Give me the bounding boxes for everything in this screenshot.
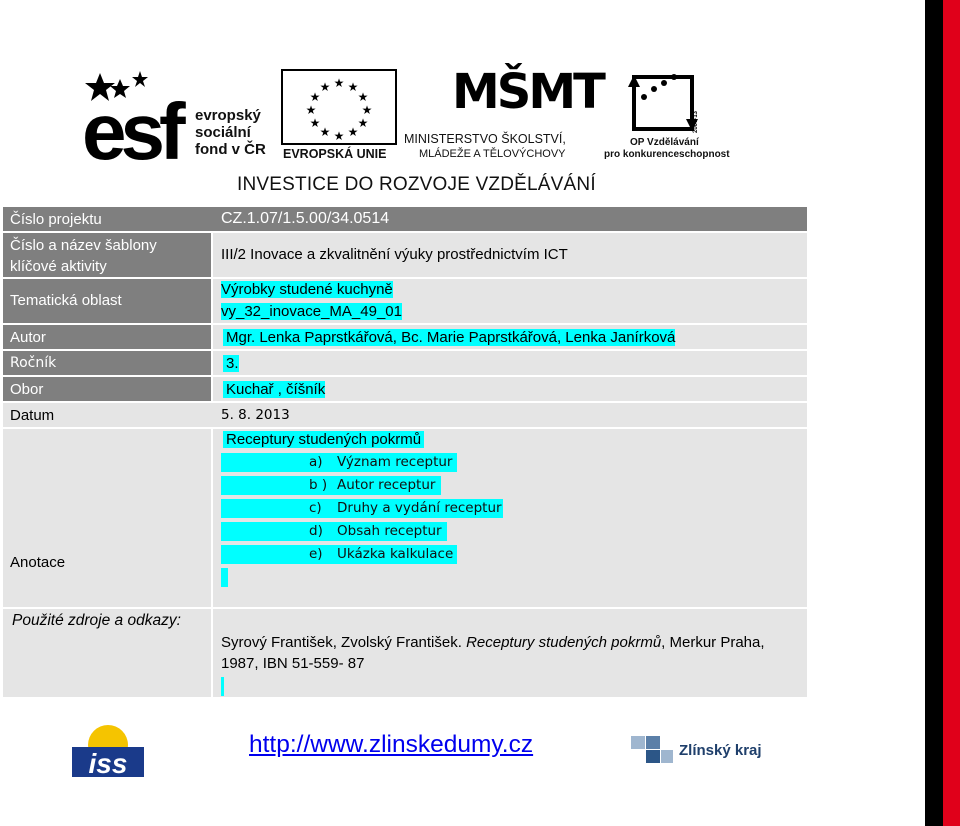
zdroje-title: Receptury studených pokrmů	[466, 634, 662, 651]
anotace-item-c-letter: c)	[309, 500, 322, 516]
op-years: 2007-13	[693, 110, 699, 133]
op-line1: OP Vzdělávání	[630, 137, 699, 148]
anotace-cursor-mark	[221, 568, 228, 587]
anotace-item-a-letter: a)	[309, 454, 323, 470]
anotace-item-b	[221, 476, 441, 495]
zlinskedumy-link[interactable]: http://www.zlinskedumy.cz	[249, 731, 534, 758]
anotace-item-a	[221, 453, 457, 472]
row-zdroje	[213, 609, 807, 697]
esf-line2: sociální	[195, 124, 251, 141]
svg-text:★: ★	[319, 125, 331, 139]
row-rocnik	[213, 351, 807, 375]
value-cislo-projektu: CZ.1.07/1.5.00/34.0514	[221, 210, 390, 227]
svg-text:★: ★	[333, 76, 345, 90]
svg-text:★: ★	[309, 90, 321, 104]
esf-mark-icon	[82, 69, 192, 161]
zdroje-line1	[221, 634, 765, 651]
svg-text:★: ★	[319, 80, 331, 94]
zdroje-cursor-mark	[221, 677, 224, 696]
svg-text:★: ★	[357, 116, 369, 130]
anotace-item-c-text: Druhy a vydání receptur	[337, 500, 502, 516]
op-line2: pro konkurenceschopnost	[604, 149, 730, 160]
anotace-item-b-text: Autor receptur	[337, 477, 436, 493]
label-obor: Obor	[10, 381, 44, 398]
esf-line3: fond v ČR	[195, 141, 266, 158]
anotace-item-a-text: Význam receptur	[337, 454, 453, 470]
svg-text:★: ★	[333, 129, 345, 143]
label-zdroje: Použité zdroje a odkazy:	[12, 612, 181, 629]
investice-slogan: INVESTICE DO ROZVOJE VZDĚLÁVÁNÍ	[237, 174, 596, 195]
anotace-item-d-letter: d)	[309, 523, 323, 539]
value-sablona: III/2 Inovace a zkvalitnění výuky prostřednictvím ICT	[221, 246, 568, 263]
svg-text:esf: esf	[82, 87, 180, 161]
value-autor: Mgr. Lenka Paprstkářová, Bc. Marie Paprstkářová, Lenka Janírková	[223, 329, 675, 346]
label-sablona-1: Číslo a název šablony	[10, 237, 157, 254]
zlinsky-kraj-icon	[631, 734, 675, 766]
iss-logo-text: iss	[88, 748, 128, 779]
label-datum: Datum	[10, 407, 55, 424]
svg-text:★: ★	[347, 80, 359, 94]
anotace-item-d	[221, 522, 447, 541]
msmt-line1: MINISTERSTVO ŠKOLSTVÍ,	[404, 132, 566, 146]
op-logo	[604, 67, 729, 163]
iss-logo-icon	[72, 723, 144, 779]
esf-logo	[82, 69, 277, 161]
zdroje-authors: Syrový František, Zvolský František.	[221, 634, 467, 651]
anotace-item-e	[221, 545, 457, 564]
msmt-mark: MŠMT	[452, 64, 603, 120]
anotace-item-d-text: Obsah receptur	[337, 523, 442, 539]
side-bar-black	[925, 0, 943, 826]
row-anotace-label	[3, 429, 211, 607]
svg-text:★: ★	[309, 116, 321, 130]
eu-flag-icon	[281, 69, 397, 145]
label-cislo-projektu: Číslo projektu	[10, 211, 102, 228]
label-anotace: Anotace	[10, 554, 66, 571]
value-tematicka-1: Výrobky studené kuchyně	[221, 281, 393, 298]
anotace-title: Receptury studených pokrmů	[223, 431, 424, 448]
anotace-item-b-letter: b )	[309, 477, 328, 493]
label-tematicka: Tematická oblast	[10, 292, 122, 309]
svg-text:★: ★	[347, 125, 359, 139]
iss-logo	[72, 723, 144, 779]
label-sablona-2: klíčové aktivity	[10, 258, 107, 275]
value-datum: 5. 8. 2013	[221, 407, 290, 423]
esf-line1: evropský	[195, 107, 261, 124]
svg-text:★: ★	[305, 103, 317, 117]
anotace-item-e-letter: e)	[309, 546, 323, 562]
value-tematicka-2: vy_32_inovace_MA_49_01	[221, 303, 402, 320]
anotace-item-c	[221, 499, 503, 518]
label-rocnik: Ročník	[10, 355, 57, 371]
value-rocnik: 3.	[223, 355, 239, 372]
zdroje-line2: 1987, IBN 51-559- 87	[221, 655, 365, 672]
label-autor: Autor	[10, 329, 46, 346]
value-obor: Kuchař , číšník	[223, 381, 325, 398]
msmt-logo	[404, 64, 603, 162]
eu-caption: EVROPSKÁ UNIE	[283, 147, 387, 161]
anotace-item-e-text: Ukázka kalkulace	[337, 546, 454, 562]
row-datum	[3, 403, 807, 427]
zdroje-rest: , Merkur Praha,	[661, 634, 765, 651]
msmt-line2: MLÁDEŽE A TĚLOVÝCHOVY	[419, 148, 566, 160]
zlinsky-kraj-logo	[631, 734, 771, 770]
eu-logo	[281, 69, 397, 162]
zlinsky-kraj-text: Zlínský kraj	[679, 742, 762, 759]
svg-text:★: ★	[357, 90, 369, 104]
side-bar-red	[943, 0, 960, 826]
svg-text:★: ★	[361, 103, 373, 117]
op-mark-icon	[604, 67, 729, 135]
